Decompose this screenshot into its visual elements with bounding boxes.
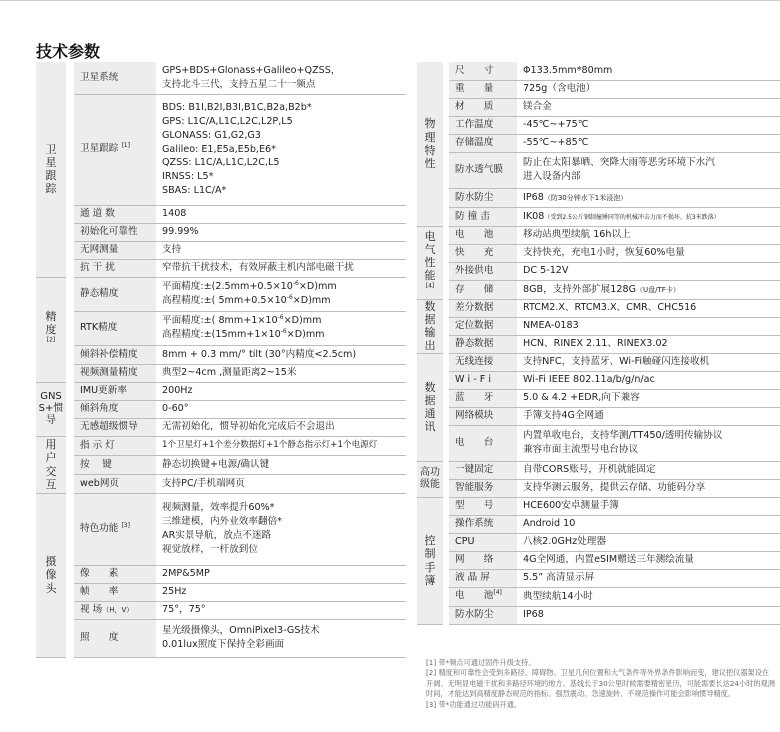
category-electrical: 电气性能 [4]	[417, 226, 443, 299]
label: 无线连接	[449, 353, 517, 371]
label: 蓝 牙	[449, 389, 517, 407]
value: 星光级摄像头，OmniPixel3-GS技术 0.01lux照度下保持全彩画面	[156, 619, 406, 657]
value: 1408	[156, 205, 406, 223]
category-accuracy: 精度 [2]	[36, 277, 66, 382]
label: 像 素	[74, 565, 156, 583]
label: 尺 寸	[449, 62, 517, 80]
value: 99.99%	[156, 223, 406, 241]
label: 卫星系统	[74, 62, 156, 94]
value: 4G全网通，内置eSIM赠送三年测绘流量	[517, 551, 780, 569]
label: 快 充	[449, 244, 517, 262]
value: IK08（受到2.5公斤钢制撞锤同等的机械冲击力而不损坏、抗3米跌落）	[517, 207, 780, 226]
label: 倾斜补偿精度	[74, 345, 156, 364]
value: 典型2~4cm ,测量距离2~15米	[156, 364, 406, 382]
label: web网页	[74, 474, 156, 493]
label: 电 池[4]	[449, 587, 517, 606]
label: 照 度	[74, 619, 156, 657]
spec-row-ctrl-cpu	[417, 533, 780, 551]
spec-row-storage	[417, 280, 780, 299]
label: 防 撞 击	[449, 207, 517, 226]
spec-row-pos-data	[417, 317, 780, 335]
page-title: 技术参数	[36, 42, 101, 61]
spec-row-ctrl-lcd	[417, 569, 780, 587]
label: 存储温度	[449, 134, 517, 152]
label: 材 质	[449, 98, 517, 116]
value: 视频测量，效率提升60%* 三维建模，内外业效率翻倍* AR实景导航，放点不迷路 视觉放样，一杆放到位	[156, 493, 406, 565]
value: IP68（防30分钟水下1米浸泡）	[517, 188, 780, 207]
label: 视 场（H，V）	[74, 601, 156, 619]
label: 初始化可靠性	[74, 223, 156, 241]
value: -45℃~+75℃	[517, 116, 780, 134]
label: 特色功能 [3]	[74, 493, 156, 565]
value: 5.0 & 4.2 +EDR,向下兼容	[517, 389, 780, 407]
category-gnss-ins: GNSS+惯导	[36, 382, 66, 436]
spec-row-material	[417, 98, 780, 116]
value: 无需初始化，惯导初始化完成后不会退出	[156, 418, 406, 436]
label: 防水透气膜	[449, 152, 517, 188]
label: CPU	[449, 533, 517, 551]
label: IMU更新率	[74, 382, 156, 400]
spec-row-st-temp	[417, 134, 780, 152]
label: 存 储	[449, 280, 517, 299]
label: 防水防尘	[449, 606, 517, 624]
spec-row-op-temp	[417, 116, 780, 134]
value: IP68	[517, 606, 780, 624]
value: 八核2.0GHz处理器	[517, 533, 780, 551]
value: 0-60°	[156, 400, 406, 418]
label: 型 号	[449, 497, 517, 515]
value: 725g（含电池）	[517, 80, 780, 98]
spec-row-tilt-acc	[36, 345, 406, 364]
spec-row-angle	[36, 400, 406, 418]
label: 液 晶 屏	[449, 569, 517, 587]
value: Wi-Fi IEEE 802.11a/b/g/n/ac	[517, 371, 780, 389]
value: 8mm + 0.3 mm/° tilt (30°内精度<2.5cm)	[156, 345, 406, 364]
value: 典型续航14小时	[517, 587, 780, 606]
spec-row-fov	[36, 601, 406, 619]
value: 移动站典型续航 16h以上	[517, 226, 780, 244]
spec-row-static-acc	[36, 277, 406, 311]
value: 手簿支持4G全网通	[517, 407, 780, 425]
label: 智能服务	[449, 479, 517, 497]
label: 定位数据	[449, 317, 517, 335]
value: 支持华测云服务，提供云存储、功能码分享	[517, 479, 780, 497]
top-divider	[0, 0, 780, 1]
value: 25Hz	[156, 583, 406, 601]
spec-row-sat-system	[36, 62, 406, 94]
label: 网 络	[449, 551, 517, 569]
spec-row-charge	[417, 244, 780, 262]
spec-row-ctrl-battery	[417, 587, 780, 606]
category-sat: 卫星跟踪	[36, 62, 66, 277]
spec-row-ip	[417, 188, 780, 207]
spec-row-size	[417, 62, 780, 80]
value: RTCM2.X、RTCM3.X、CMR、CHC516	[517, 299, 780, 317]
value: NMEA-0183	[517, 317, 780, 335]
spec-row-imu-fast	[36, 418, 406, 436]
label: 电 池	[449, 226, 517, 244]
label: 静态数据	[449, 335, 517, 353]
spec-row-radio	[417, 425, 780, 461]
spec-row-imu	[36, 382, 406, 400]
footnote-1: [1] 带*频点可通过固件升级支持。	[426, 658, 536, 667]
spec-row-antijam	[36, 259, 406, 277]
label: 重 量	[449, 80, 517, 98]
label: 无感超级惯导	[74, 418, 156, 436]
label: 卫星跟踪 [1]	[74, 94, 156, 205]
value: Android 10	[517, 515, 780, 533]
spec-row-cam-feature	[36, 493, 406, 565]
label: 外接供电	[449, 262, 517, 280]
spec-row-wifi	[417, 371, 780, 389]
label: 通 道 数	[74, 205, 156, 223]
spec-row-ik	[417, 207, 780, 226]
spec-row-pixel	[36, 565, 406, 583]
category-controller: 控制手簿	[417, 497, 443, 624]
value: 支持PC/手机端网页	[156, 474, 406, 493]
category-advanced: 高功级能	[417, 461, 443, 497]
spec-row-rtk-acc	[36, 311, 406, 345]
category-user-interaction: 用户交互	[36, 436, 66, 493]
value: 防止在太阳暴晒、突降大雨等恶劣环境下水汽 进入设备内部	[517, 152, 780, 188]
spec-row-smart-service	[417, 479, 780, 497]
category-camera: 摄像头	[36, 493, 66, 657]
spec-row-keys	[36, 455, 406, 474]
spec-row-fps	[36, 583, 406, 601]
spec-row-ctrl-os	[417, 515, 780, 533]
spec-row-bluetooth	[417, 389, 780, 407]
footnote-2: [2] 精度和可靠性会受到多路径、障碍物、卫星几何位置和大气条件等外界条件影响而变，建议把仪器架设在开阔、无明显电磁干扰和多路径环境的地方。基线长于30公里时候需要精密星历，可能需要长达24小时的观测时间，才能达到高精度静态规范的指标。强烈震动、急速旋转、不规范操作可能会影响惯导精度。	[426, 668, 775, 699]
label: 无网测量	[74, 241, 156, 259]
label: 静态精度	[74, 277, 156, 311]
value: -55℃~+85℃	[517, 134, 780, 152]
value: 支持	[156, 241, 406, 259]
label: 倾斜角度	[74, 400, 156, 418]
value: 内置单收电台，支持华测/TT450/透明传输协议 兼容市面主流型号电台协议	[517, 425, 780, 461]
value: 支持快充，充电1小时，恢复60%电量	[517, 244, 780, 262]
label: 操作系统	[449, 515, 517, 533]
spec-row-ctrl-net	[417, 551, 780, 569]
label: 电 台	[449, 425, 517, 461]
category-data-comm: 数据通讯	[417, 353, 443, 461]
spec-row-video-acc	[36, 364, 406, 382]
spec-row-sat-tracking	[36, 94, 406, 205]
spec-row-diff-data	[417, 299, 780, 317]
spec-row-ctrl-ip	[417, 606, 780, 624]
spec-row-channels	[36, 205, 406, 223]
spec-row-survey	[36, 241, 406, 259]
spec-row-web	[36, 474, 406, 493]
value: 平面精度$:\pm(2.5mm+0.5\times 10^{-6}\times D)mm$ 高程精度:±( $5mm+0.5\times 10^{-6}\times D)mm$	[156, 277, 406, 311]
value: DC 5-12V	[517, 262, 780, 280]
label: 帧 率	[74, 583, 156, 601]
value: 5.5” 高清显示屏	[517, 569, 780, 587]
value: 静态切换键+电源/确认键	[156, 455, 406, 474]
value: 平面精度:±( $8mm+1\times 10^{-6}\times D)mm$ 高程精度$:\pm(15mm+1\times 10^{-6}\times D)mm$	[156, 311, 406, 345]
value: 8GB，支持外部扩展128G（U盘/TF卡）	[517, 280, 780, 299]
label: 一键固定	[449, 461, 517, 479]
value: 镁合金	[517, 98, 780, 116]
footnote-3: [3] 带*功能通过功能码开通。	[426, 699, 522, 709]
value: 200Hz	[156, 382, 406, 400]
value: BDS: B1I,B2I,B3I,B1C,B2a,B2b* GPS: L1C/A,L1C,L2C,L2P,L5 GLONASS: G1,G2,G3 Galileo: E1,E5a,E5b,E6* QZSS: L1C/A,L1C,L2C,L5 IRNSS: L5* SBAS: L1C/A*	[156, 94, 406, 205]
right-spec-table	[417, 62, 780, 625]
label: 抗 干 扰	[74, 259, 156, 277]
value: 1个卫星灯+1个差分数据灯+1个静态指示灯+1个电源灯	[156, 436, 406, 455]
label: 工作温度	[449, 116, 517, 134]
label: 视频测量精度	[74, 364, 156, 382]
spec-row-led	[36, 436, 406, 455]
value: GPS+BDS+Glonass+Galileo+QZSS， 支持北斗三代，支持五星二十一频点	[156, 62, 406, 94]
spec-row-one-key-fix	[417, 461, 780, 479]
value: HCE600安卓测量手簿	[517, 497, 780, 515]
spec-row-ctrl-model	[417, 497, 780, 515]
label: RTK精度	[74, 311, 156, 345]
spec-row-net-module	[417, 407, 780, 425]
category-data-output: 数据输出	[417, 299, 443, 353]
spec-row-breath	[417, 152, 780, 188]
label: 差分数据	[449, 299, 517, 317]
label: 网络模块	[449, 407, 517, 425]
value: 75°，75°	[156, 601, 406, 619]
value: Φ133.5mm*80mm	[517, 62, 780, 80]
spec-row-battery	[417, 226, 780, 244]
value: 窄带抗干扰技术，有效屏蔽主机内部电磁干扰	[156, 259, 406, 277]
spec-row-light	[36, 619, 406, 657]
value: HCN、RINEX 2.11、RINEX3.02	[517, 335, 780, 353]
value: 自带CORS账号，开机就能固定	[517, 461, 780, 479]
category-physical: 物理特性	[417, 62, 443, 226]
footnotes	[426, 658, 776, 710]
value: 支持NFC，支持蓝牙、Wi-Fi触碰闪连接收机	[517, 353, 780, 371]
label: 指 示 灯	[74, 436, 156, 455]
spec-row-init	[36, 223, 406, 241]
left-spec-table	[36, 62, 406, 658]
label: 防水防尘	[449, 188, 517, 207]
spec-row-static-data	[417, 335, 780, 353]
spec-row-ext-power	[417, 262, 780, 280]
value: 2MP&5MP	[156, 565, 406, 583]
spec-row-weight	[417, 80, 780, 98]
label: 按 键	[74, 455, 156, 474]
spec-row-wireless	[417, 353, 780, 371]
label: W i - F i	[449, 371, 517, 389]
